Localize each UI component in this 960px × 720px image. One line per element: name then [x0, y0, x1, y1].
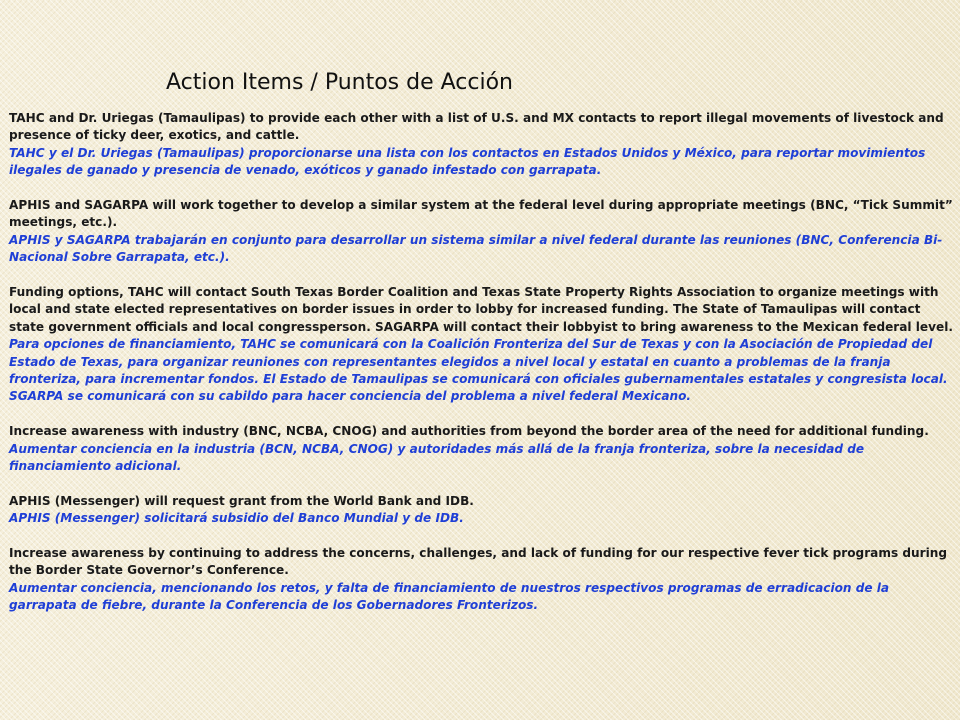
action-item-spanish: Para opciones de financiamiento, TAHC se comunicará con la Coalición Fronteriza del Sur de Texas y con la Asociación de Propiedad del Estado de Texas, para organizar reuniones con representantes elegidos a nivel local y estatal en cuanto a problemas de la franja fronteriza, para incrementar fondos. El Estado de Tamaulipas se comunicará con oficiales gubernamentales estatales y congresista local. SGARPA se comunicará con su cabildo para hacer conciencia del problema a nivel federal Mexicano. — [9, 337, 948, 404]
action-item-spanish: Aumentar conciencia, mencionando los retos, y falta de financiamiento de nuestros respectivos programas de erradicacion de la garrapata de fiebre, durante la Conferencia de los Gobernadores Fronterizos. — [9, 580, 890, 613]
action-item-spanish: APHIS y SAGARPA trabajarán en conjunto para desarrollar un sistema similar a nivel federal durante las reuniones (BNC, Conferencia Bi-Nacional Sobre Garrapata, etc.). — [9, 232, 943, 265]
action-item — [9, 197, 953, 267]
action-item-spanish: Aumentar conciencia en la industria (BCN, NCBA, CNOG) y autoridades más allá de la franja fronteriza, sobre la necesidad de financiamiento adicional. — [9, 441, 865, 474]
action-item — [9, 493, 953, 528]
action-item-english: Increase awareness by continuing to address the concerns, challenges, and lack of funding for our respective fever tick programs during the Border State Governor’s Conference. — [9, 546, 947, 578]
action-item-spanish: TAHC y el Dr. Uriegas (Tamaulipas) proporcionarse una lista con los contactos en Estados Unidos y México, para reportar movimientos ilegales de ganado y presencia de venado, exóticos y ganado infestado con garrapata. — [9, 145, 926, 178]
slide-title: Action Items / Puntos de Acción — [166, 70, 514, 95]
action-item-english: Funding options, TAHC will contact South Texas Border Coalition and Texas State Property Rights Association to organize meetings with local and state elected representatives on border issues in order to lobby for increased funding. The State of Tamaulipas will contact state government officials and local congressperson. SAGARPA will contact their lobbyist to bring awareness to the Mexican federal level. — [9, 285, 953, 334]
action-item-english: APHIS (Messenger) will request grant from the World Bank and IDB. — [9, 493, 474, 508]
action-item-english: TAHC and Dr. Uriegas (Tamaulipas) to provide each other with a list of U.S. and MX contacts to report illegal movements of livestock and presence of ticky deer, exotics, and cattle. — [9, 111, 944, 143]
action-item-english: APHIS and SAGARPA will work together to develop a similar system at the federal level during appropriate meetings (BNC, “Tick Summit” meetings, etc.). — [9, 198, 953, 230]
action-item — [9, 545, 953, 615]
action-item — [9, 423, 953, 475]
action-item-english: Increase awareness with industry (BNC, NCBA, CNOG) and authorities from beyond the border area of the need for additional funding. — [9, 424, 929, 439]
action-item — [9, 284, 953, 406]
action-item-spanish: APHIS (Messenger) solicitará subsidio del Banco Mundial y de IDB. — [9, 511, 464, 526]
action-items-list — [9, 110, 953, 632]
action-item — [9, 110, 953, 180]
